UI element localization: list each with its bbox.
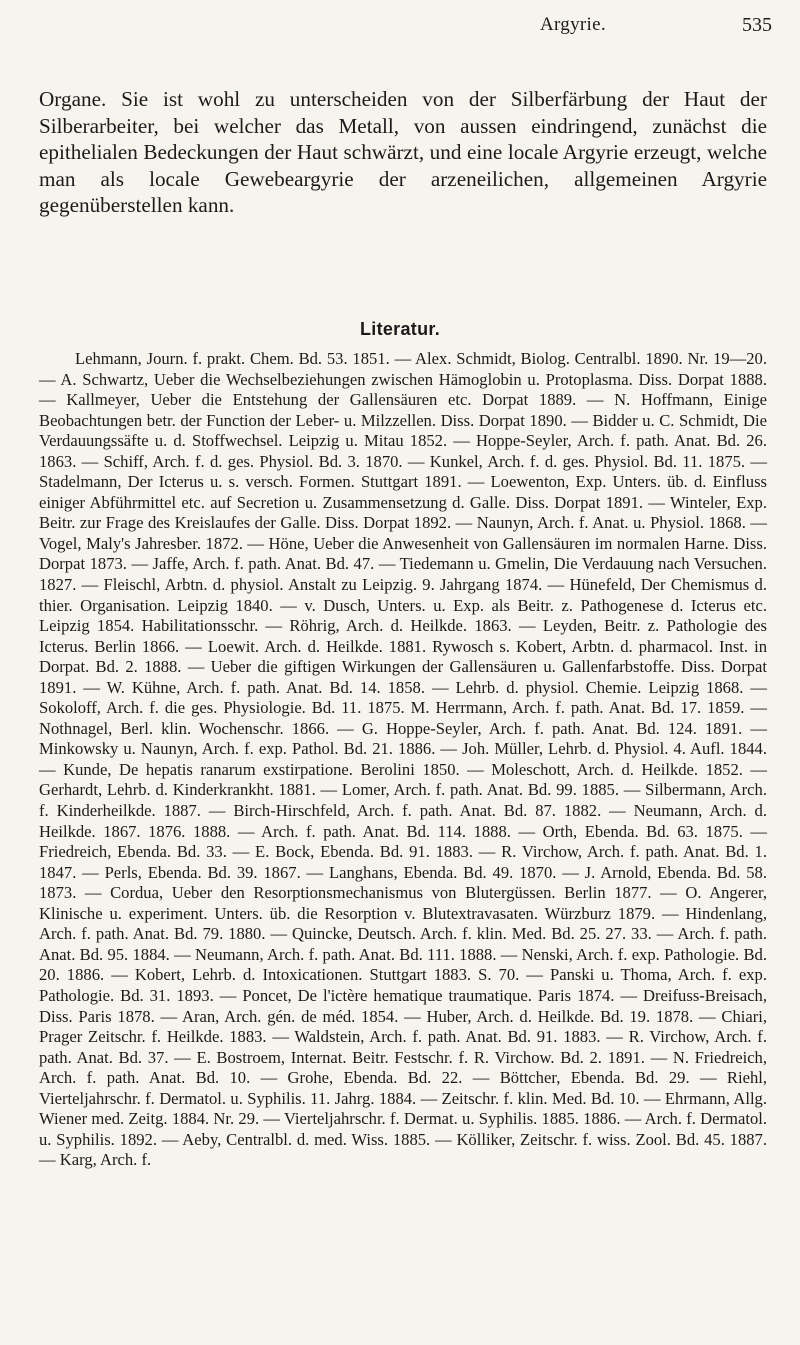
page-number: 535 — [742, 14, 772, 36]
section-heading-literatur: Literatur. — [359, 319, 441, 339]
running-header — [0, 14, 800, 38]
body-paragraph: Organe. Sie ist wohl zu unterscheiden von der Silberfärbung der Haut der Silberarbeiter, bei welcher das Metall, von aussen eindringend, zunächst die epithelialen Bedeckungen der Haut schwärzt, und eine locale Argyrie erzeugt, welche man als locale Gewebeargyrie der arzeneilichen, allgemeinen Argyrie gegenüberstellen kann. — [39, 87, 767, 218]
running-title: Argyrie. — [540, 14, 606, 35]
literature-references: Lehmann, Journ. f. prakt. Chem. Bd. 53. 1851. — Alex. Schmidt, Biolog. Centralbl. 1890. Nr. 19—20. — A. Schwartz, Ueber die Wechselbeziehungen zwischen Hämoglobin u. Protoplasma. Diss. Dorpat 1888. — Kallmeyer, Ueber die Entstehung der Gallensäuren etc. Dorpat 1889. — N. Hoffmann, Einige Beobachtungen betr. der Function der Leber- u. Milzzellen. Diss. Dorpat 1890. — Bidder u. C. Schmidt, Die Verdauungssäfte u. d. Stoffwechsel. Leipzig u. Mitau 1852. — Hoppe-Seyler, Arch. f. path. Anat. Bd. 26. 1863. — Schiff, Arch. f. d. ges. Physiol. Bd. 3. 1870. — Kunkel, Arch. f. d. ges. Physiol. Bd. 11. 1875. — Stadelmann, Der Icterus u. s. versch. Formen. Stuttgart 1891. — Loewenton, Exp. Unters. üb. d. Einfluss einiger Abführmittel etc. auf Secretion u. Zusammensetzung d. Galle. Diss. Dorpat 1891. — Winteler, Exp. Beitr. zur Frage des Kreislaufes der Galle. Diss. Dorpat 1892. — Naunyn, Arch. f. Anat. u. Physiol. 1868. — Vogel, Maly's Jahresber. 1872. — Höne, Ueber die Anwesenheit von Gallensäuren im normalen Harne. Diss. Dorpat 1873. — Jaffe, Arch. f. path. Anat. Bd. 47. — Tiedemann u. Gmelin, Die Verdauung nach Versuchen. 1827. — Fleischl, Arbtn. d. physiol. Anstalt zu Leipzig. 9. Jahrgang 1874. — Hünefeld, Der Chemismus d. thier. Organisation. Leipzig 1840. — v. Dusch, Unters. u. Exp. als Beitr. z. Pathogenese d. Icterus etc. Leipzig 1854. Habilitationsschr. — Röhrig, Arch. d. Heilkde. 1863. — Leyden, Beitr. z. Pathologie des Icterus. Berlin 1866. — Loewit. Arch. d. Heilkde. 1881. Rywosch s. Kobert, Arbtn. d. pharmacol. Inst. in Dorpat. Bd. 2. 1888. — Ueber die giftigen Wirkungen der Gallensäuren u. Gallenfarbstoffe. Diss. Dorpat 1891. — W. Kühne, Arch. f. path. Anat. Bd. 14. 1858. — Lehrb. d. physiol. Chemie. Leipzig 1868. — Sokoloff, Arch. f. die ges. Physiologie. Bd. 11. 1875. M. Herrmann, Arch. f. path. Anat. Bd. 17. 1859. — Nothnagel, Berl. klin. Wochenschr. 1866. — G. Hoppe-Seyler, Arch. f. path. Anat. Bd. 124. 1891. — Minkowsky u. Naunyn, Arch. f. exp. Pathol. Bd. 21. 1886. — Joh. Müller, Lehrb. d. Physiol. 4. Aufl. 1844. — Kunde, De hepatis ranarum exstirpatione. Berolini 1850. — Moleschott, Arch. d. Heilkde. 1852. — Gerhardt, Lehrb. d. Kinderkrankht. 1881. — Lomer, Arch. f. path. Anat. Bd. 99. 1885. — Silbermann, Arch. f. Kinderheilkde. 1887. — Birch-Hirschfeld, Arch. f. path. Anat. Bd. 87. 1882. — Neumann, Arch. d. Heilkde. 1867. 1876. 1888. — Arch. f. path. Anat. Bd. 114. 1888. — Orth, Ebenda. Bd. 63. 1875. — Friedreich, Ebenda. Bd. 33. — E. Bock, Ebenda. Bd. 91. 1883. — R. Virchow, Arch. f. path. Anat. Bd. 1. 1847. — Perls, Ebenda. Bd. 39. 1867. — Langhans, Ebenda. Bd. 49. 1870. — J. Arnold, Ebenda. Bd. 58. 1873. — Cordua, Ueber den Resorptionsmechanismus von Blutergüssen. Berlin 1877. — O. Angerer, Klinische u. experiment. Unters. üb. die Resorption v. Blutextravasaten. Würzburz 1879. — Hindenlang, Arch. f. path. Anat. Bd. 79. 1880. — Quincke, Deutsch. Arch. f. klin. Med. Bd. 25. 27. 33. — Arch. f. path. Anat. Bd. 95. 1884. — Neumann, Arch. f. path. Anat. Bd. 111. 1888. — Nenski, Arch. f. exp. Pathologie. Bd. 20. 1886. — Kobert, Lehrb. d. Intoxicationen. Stuttgart 1883. S. 70. — Panski u. Thoma, Arch. f. exp. Pathologie. Bd. 31. 1893. — Poncet, De l'ictère hematique traumatique. Paris 1874. — Dreifuss-Breisach, Diss. Paris 1878. — Aran, Arch. gén. de méd. 1854. — Huber, Arch. d. Heilkde. Bd. 19. 1878. — Chiari, Prager Zeitschr. f. Heilkde. 1883. — Waldstein, Arch. f. path. Anat. Bd. 91. 1883. — R. Virchow, Arch. f. path. Anat. Bd. 37. — E. Bostroem, Internat. Beitr. Festschr. f. R. Virchow. Bd. 2. 1891. — N. Friedreich, Arch. f. path. Anat. Bd. 10. — Grohe, Ebenda. Bd. 22. — Böttcher, Ebenda. Bd. 29. — Riehl, Vierteljahrschr. f. Dermatol. u. Syphilis. 11. Jahrg. 1884. — Zeitschr. f. klin. Med. Bd. 10. — Ehrmann, Allg. Wiener med. Zeitg. 1884. Nr. 29. — Vierteljahrschr. f. Dermat. u. Syphilis. 1885. 1886. — Arch. f. Dermatol. u. Syphilis. 1892. — Aeby, Centralbl. d. med. Wiss. 1885. — Kölliker, Zeitschr. f. wiss. Zool. Bd. 45. 1887. — Karg, Arch. f. — [39, 349, 767, 1170]
